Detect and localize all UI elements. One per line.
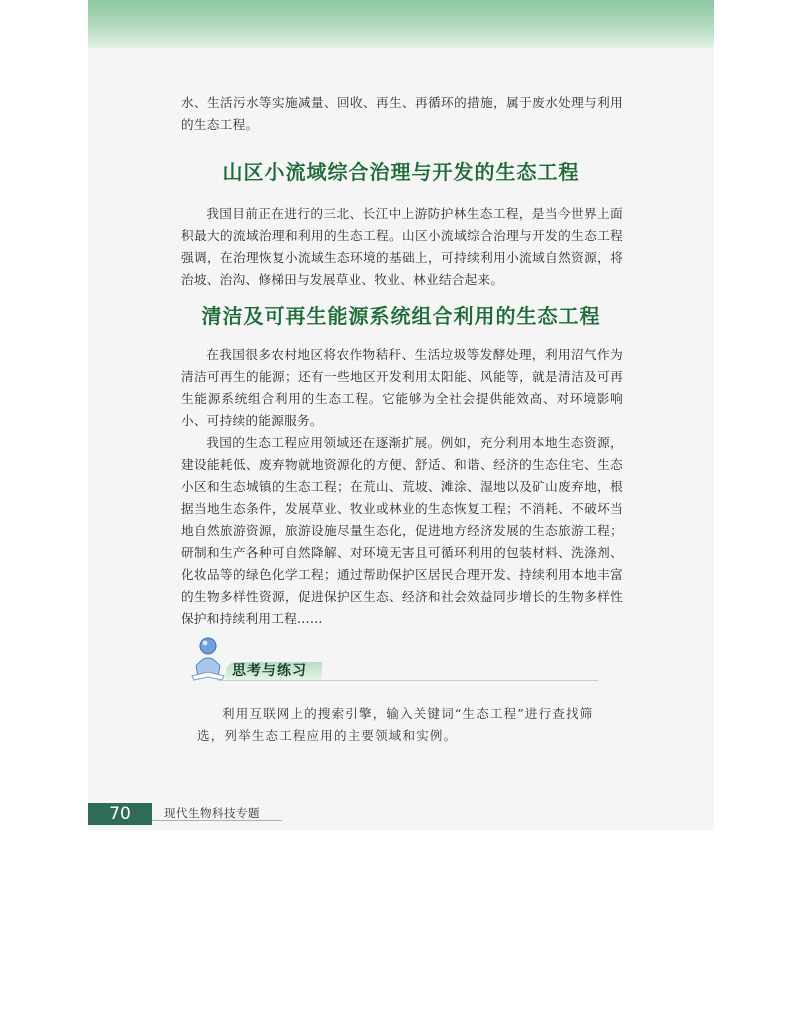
exercise-text: 利用互联网上的搜索引擎，输入关键词“生态工程”进行查找筛选，列举生态工程应用的主要领域和实例。 bbox=[197, 706, 594, 743]
exercise-header bbox=[180, 636, 600, 686]
section-heading-clean-energy: 清洁及可再生能源系统组合利用的生态工程 bbox=[201, 304, 601, 328]
thinking-person-icon bbox=[188, 636, 226, 682]
paragraph-continued: 水、生活污水等实施减量、回收、再生、再循环的措施，属于废水处理与利用的生态工程。 bbox=[181, 95, 623, 132]
paragraph-applications: 我国的生态工程应用领域还在逐渐扩展。例如，充分利用本地生态资源，建设能耗低、废弃物就地资源化的方便、舒适、和谐、经济的生态住宅、生态小区和生态城镇的生态工程；在荒山、荒坡、滩涂、湿地以及矿山废弃地，根据当地生态条件，发展草业、牧业或林业的生态恢复工程；不消耗、不破坏当地自然旅游资源，旅游设施尽量生态化，促进地方经济发展的生态旅游工程；研制和生产各种可自然降解、对环境无害且可循环利用的包装材料、洗涤剂、化妆品等的绿色化学工程；通过帮助保护区居民合理开发、持续利用本地丰富的生物多样性资源，促进保护区生态、经济和社会效益同步增长的生物多样性保护和持续利用工程…… bbox=[181, 435, 623, 626]
exercise-divider bbox=[218, 680, 598, 681]
header-band bbox=[88, 0, 714, 48]
paragraph-clean-energy: 在我国很多农村地区将农作物秸秆、生活垃圾等发酵处理，利用沼气作为清洁可再生的能源；还有一些地区开发利用太阳能、风能等，就是清洁及可再生能源系统组合利用的生态工程。它能够为全社会提供能效高、对环境影响小、可持续的能源服务。 bbox=[181, 347, 623, 428]
section-heading-watershed: 山区小流域综合治理与开发的生态工程 bbox=[222, 160, 580, 184]
exercise-title: 思考与练习 bbox=[232, 663, 307, 679]
paragraph-watershed: 我国目前正在进行的三北、长江中上游防护林生态工程，是当今世界上面积最大的流域治理和利用的生态工程。山区小流域综合治理与开发的生态工程强调，在治理恢复小流域生态环境的基础上，可持续利用小流域自然资源，将治坡、治沟、修梯田与发展草业、牧业、林业结合起来。 bbox=[181, 206, 623, 287]
page-number: 70 bbox=[109, 804, 131, 824]
book-title: 现代生物科技专题 bbox=[164, 806, 260, 820]
